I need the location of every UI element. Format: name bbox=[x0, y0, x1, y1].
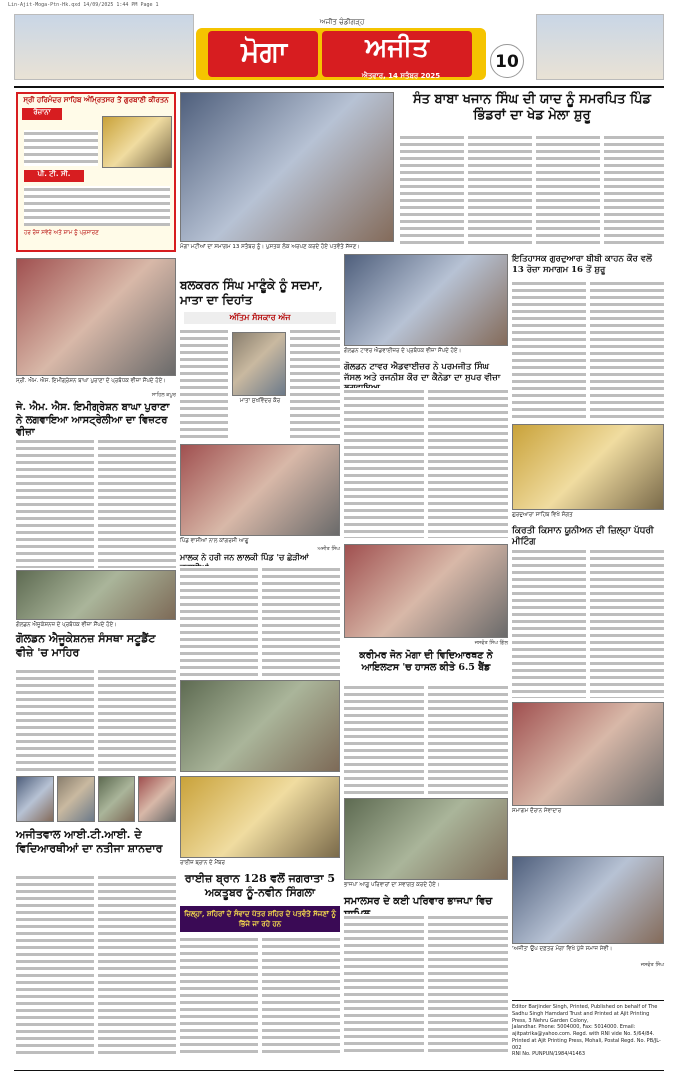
tower-caption: ਗੋਲਡਨ ਟਾਵਰ ਐਡਵਾਈਜ਼ਰ ਦੇ ਪ੍ਰਬੰਧਕ ਵੀਜ਼ਾ ਸੌਂਪਦੇ ਹੋਏ। bbox=[344, 348, 462, 354]
slug-line: Lin-Ajit-Moga-Ptn-Hk.qxd 14/09/2025 1:44 PM Page 1 bbox=[8, 2, 159, 8]
kisan-text-col2 bbox=[590, 548, 664, 698]
rise-text-col1 bbox=[180, 936, 258, 1054]
rise-caption: ਰਾਈਜ਼ ਬ੍ਰਾਨ ਦੇ ਮੈਂਬਰ bbox=[180, 860, 225, 866]
ad-tag: ਰੋਜ਼ਾਨਾ bbox=[22, 108, 62, 120]
bottom-rule bbox=[14, 1070, 664, 1071]
kareem-credit: ਜਸਵੰਤ ਸਿੰਘ ਗਿੱਲ bbox=[474, 640, 508, 646]
masthead-date: ਐਤਵਾਰ, 14 ਸਤੰਬਰ 2025 bbox=[361, 72, 441, 80]
samrala-photo bbox=[344, 798, 508, 880]
khed-text-col1 bbox=[400, 134, 464, 246]
student-photos bbox=[16, 776, 176, 822]
headline-golden-tower: ਗੋਲਡਨ ਟਾਵਰ ਐਡਵਾਈਜ਼ਰ ਨੇ ਪਰਮਜੀਤ ਸਿੰਘ ਜੱਸਲ ਅਤੇ ਰਜਨੀਸ਼ ਕੌਰ ਦਾ ਕੈਨੇਡਾ ਦਾ ਸੁਪਰ ਵੀਜ਼ਾ bbox=[344, 362, 501, 383]
headline-village: ਮਾਲਕ ਨੇ ਹਰੀ ਜਨ ਲਾਲਕੀ ਪਿੰਡ 'ਚ ਛੇੜੀਆਂ bbox=[180, 552, 309, 562]
headline-top-right: ਸੰਤ ਬਾਬਾ ਖਜਾਨ ਸਿੰਘ ਦੀ ਯਾਦ ਨੂੰ ਸਮਰਪਿਤ ਪਿੰਡ ਭਿੰਡਰਾਂ ਦਾ ਖੇਡ ਮੇਲਾ ਸ਼ੁਰੂ bbox=[413, 92, 651, 124]
samrala-text-col2 bbox=[428, 914, 508, 1054]
tower-photo bbox=[344, 254, 508, 346]
masthead-small-title: ਅਜੀਤ ਚੰਡੀਗੜ੍ਹ bbox=[319, 18, 365, 26]
footer-line: Editor Barjinder Singh, Printed, Published on behalf of The Sadhu Singh Hamdard Trust and Printed at Ajit Printing Press, 3 Nehru Garden Colony, bbox=[512, 1004, 658, 1024]
right-bottom-credit: ਜਸਵੰਤ ਸਿੰਘ bbox=[640, 962, 664, 968]
ad-body bbox=[24, 130, 98, 166]
khed-text-col3 bbox=[536, 134, 600, 246]
footer-rule bbox=[512, 1000, 664, 1001]
village-text-col2 bbox=[262, 566, 340, 676]
tower-text-col2 bbox=[428, 388, 508, 538]
gurdwara-photo bbox=[512, 424, 664, 510]
village-photo bbox=[180, 444, 340, 536]
obit-text-col1 bbox=[180, 328, 228, 440]
student-photo bbox=[57, 776, 95, 822]
headline-rise: ਰਾਈਜ਼ ਬ੍ਰਾਨ 128 ਵਲੋਂ ਜਗਰਾਤਾ 5 ਅਕਤੂਬਰ ਨੂੰ-ਨਵੀਨ ਸਿੰਗਲਾ bbox=[184, 872, 336, 899]
headline-gurdwara: ਇਤਿਹਾਸਕ ਗੁਰਦੁਆਰਾ ਬੀਬੀ ਕਾਹਨ ਕੌਰ ਵਲੋਂ 13 ਰੋਜ਼ਾ ਸਮਾਗਮ 16 ਤੋਂ ਸ਼ੁਰੂ bbox=[512, 254, 652, 275]
golden-text-col2 bbox=[98, 668, 176, 772]
headline-ajitwal: ਅਜੀਤਵਾਲ ਆਈ.ਟੀ.ਆਈ. ਦੇ ਵਿਦਿਆਰਥੀਆਂ ਦਾ ਨਤੀਜਾ ਸ਼ਾਨਦਾਰ bbox=[16, 828, 163, 855]
khed-text-col2 bbox=[468, 134, 532, 246]
tower-text-col1 bbox=[344, 388, 424, 538]
golden-text-col1 bbox=[16, 668, 94, 772]
footer-line: Jalandhar. Phone: 5004000, Fax: 5014000. Email: ajitpatrika@yahoo.com. Regd. with RNI vide No. 5/64/84. bbox=[512, 1024, 655, 1037]
headline-samrala: ਸਮਾਲਸਰ ਦੇ ਕਈ ਪਰਿਵਾਰ ਭਾਜਪਾ ਵਿਚ bbox=[344, 896, 493, 907]
golden-caption: ਗੋਲਡਨ ਐਜੂਕੇਸ਼ਨਜ਼ ਦੇ ਪ੍ਰਬੰਧਕ ਵੀਜ਼ਾ ਸੌਂਪਦੇ ਹੋਏ। bbox=[16, 622, 117, 628]
ajitwal-text-col1 bbox=[16, 874, 94, 1054]
vmas-text-col2 bbox=[98, 438, 176, 568]
village-caption: ਪਿੰਡ ਵਾਸੀਆਂ ਨਾਲ ਕਾਂਗਰਸੀ ਆਗੂ bbox=[180, 538, 249, 544]
kisan-caption: ਸਮਾਗਮ ਦੌਰਾਨ ਸੇਵਾਦਾਰ bbox=[512, 808, 562, 814]
kareem-photo bbox=[344, 544, 508, 638]
ad-channel: ਪੀ. ਟੀ. ਸੀ. bbox=[24, 170, 84, 182]
student-photo bbox=[16, 776, 54, 822]
ajitwal-text-col2 bbox=[98, 874, 176, 1054]
village-text-col1 bbox=[180, 566, 258, 676]
headline-golden: ਗੋਲਡਨ ਐਜੂਕੇਸ਼ਨਜ਼ ਸੰਸਥਾ ਸਟੂਡੈਂਟ ਵੀਜ਼ੇ 'ਚ ਮਾਹਿਰ bbox=[16, 632, 156, 659]
masthead-city: ਮੋਗਾ bbox=[241, 35, 287, 68]
kisan-text-col1 bbox=[512, 548, 586, 698]
headline-kareem: ਕਰੀਮਰ ਜੋਨ ਮੋਗਾ ਦੀ ਵਿਦਿਆਰਥਣ ਨੇ ਆਇਲਟਸ 'ਚ ਹਾਸਲ ਕੀਤੇ 6.5 ਬੈਂਡ bbox=[359, 650, 493, 673]
headline-vmas: ਜੇ. ਐਮ. ਐਸ. ਇਮੀਗ੍ਰੇਸ਼ਨ ਬਾਘਾ ਪੁਰਾਣਾ ਨੇ ਲਗਵਾਇਆ ਆਸਟ੍ਰੇਲੀਆ ਦਾ ਵਿਜ਼ਟਰ ਵੀਜ਼ਾ bbox=[16, 402, 170, 438]
ad-note: ਹਰ ਰੋਜ਼ ਸਵੇਰੇ ਅਤੇ ਸ਼ਾਮ ਨੂੰ ਪ੍ਰਸਾਰਣ bbox=[24, 230, 99, 236]
kisan-photo bbox=[512, 702, 664, 806]
samrala-caption: ਭਾਜਪਾ ਆਗੂ ਪਰਿਵਾਰਾਂ ਦਾ ਸਵਾਗਤ ਕਰਦੇ ਹੋਏ। bbox=[344, 882, 440, 888]
vmas-photo bbox=[16, 258, 176, 376]
golden-photo bbox=[16, 570, 176, 620]
right-bottom-photo bbox=[512, 856, 664, 944]
gurdwara-text-col1 bbox=[512, 280, 586, 420]
masthead-photo-right bbox=[536, 14, 664, 80]
ad-body-2 bbox=[24, 186, 170, 226]
golden-temple-photo bbox=[102, 116, 172, 168]
gurbani-ad bbox=[16, 92, 176, 252]
vmas-credit: ਸਾਹਿਲ ਕਪੂਰ bbox=[151, 392, 176, 398]
student-photo bbox=[138, 776, 176, 822]
gurdwara-caption: ਗੁਰਦੁਆਰਾ ਸਾਹਿਬ ਵਿਖੇ ਸੰਗਤ bbox=[512, 512, 573, 518]
red-banner: ਜ਼ਿਲ੍ਹਾ, ਸ਼ਹਿਰਾਂ ਦੇ ਸੰਵਾਦ ਪੱਤਰ ਸ਼ਹਿਰ ਦੇ ਪਤਵੰਤੇ ਸੱਜਣਾਂ ਨੂੰ ਭਿੱਜੇ ਜਾ ਰਹੇ ਹਨ bbox=[180, 906, 340, 932]
obit-photo-caption: ਮਾਤਾ ਸੁਖਵਿੰਦਰ ਕੌਰ bbox=[239, 398, 281, 404]
masthead-rule bbox=[14, 86, 664, 88]
khed-text-col4 bbox=[604, 134, 664, 246]
masthead-photo-left bbox=[14, 14, 194, 80]
vmas-caption: ਸ੍ਰੀ. ਐਮ. ਐਸ. ਇਮੀਗ੍ਰੇਸ਼ਨ ਬਾਘਾ ਪੁਰਾਣਾ ਦੇ ਪ੍ਰਬੰਧਕ ਵੀਜ਼ਾ ਸੌਂਪਦੇ ਹੋਏ। bbox=[16, 378, 167, 384]
village-credit: ਅਜੀਤ ਸਿੰਘ bbox=[317, 546, 340, 552]
headline-obit: ਬਲਕਰਨ ਸਿੰਘ ਮਾਣੂੰਕੇ ਨੂੰ ਸਦਮਾ, ਮਾਤਾ ਦਾ ਦਿਹਾਂਤ bbox=[180, 278, 323, 307]
right-bottom-caption: 'ਅਜੀਤ' ਉਪ ਦਫ਼ਤਰ ਮੋਗਾ ਵਿਖੇ ਪੁੱਜੇ ਸਮਾਜ ਸੇਵੀ। bbox=[512, 946, 613, 952]
obit-text-col2 bbox=[290, 328, 340, 440]
footer-line: Printed at Ajit Printing Press, Mohali, Postal Regd. No. PB/JL-002 bbox=[512, 1037, 661, 1051]
kareem-text-col1 bbox=[344, 684, 424, 794]
page-number: 10 bbox=[490, 44, 524, 78]
rise-text-col2 bbox=[262, 936, 340, 1054]
vmas-text-col1 bbox=[16, 438, 94, 568]
rise-photo bbox=[180, 776, 340, 858]
obit-subhead: ਅੰਤਿਮ ਸੰਸਕਾਰ ਅੱਜ bbox=[184, 312, 336, 324]
ad-title: ਸ੍ਰੀ ਹਰਿਮੰਦਰ ਸਾਹਿਬ ਅੰਮ੍ਰਿਤਸਰ ਤੋਂ ਗੁਰਬਾਣੀ ਕੀਰਤਨ bbox=[23, 96, 169, 104]
group-photo bbox=[180, 680, 340, 772]
headline-kisan: ਕਿਰਤੀ ਕਿਸਾਨ ਯੂਨੀਅਨ ਦੀ ਜ਼ਿਲ੍ਹਾ ਪੱਧਰੀ ਮੀਟਿੰਗ bbox=[512, 526, 654, 548]
top-photo-caption: ਮੋਗਾ ਮਟੀਆਂ ਦਾ ਸਮਾਗਮ 13 ਸਤੰਬਰ ਨੂੰ। ਪੁਸਤਕ ਲੋਕ ਅਰਪਣ ਕਰਦੇ ਹੋਏ ਪਤਵੰਤੇ ਸੱਜਣ। bbox=[180, 244, 360, 250]
top-event-photo bbox=[180, 92, 394, 242]
samrala-text-col1 bbox=[344, 914, 424, 1054]
masthead-paper-name: ਅਜੀਤ bbox=[365, 33, 429, 63]
student-photo bbox=[98, 776, 136, 822]
kareem-text-col2 bbox=[428, 684, 508, 794]
obit-photo bbox=[232, 332, 286, 396]
footer-imprint bbox=[512, 1004, 664, 1058]
gurdwara-text-col2 bbox=[590, 280, 664, 420]
footer-line: RNI No. PUNPUN/1984/41463 bbox=[512, 1051, 585, 1058]
